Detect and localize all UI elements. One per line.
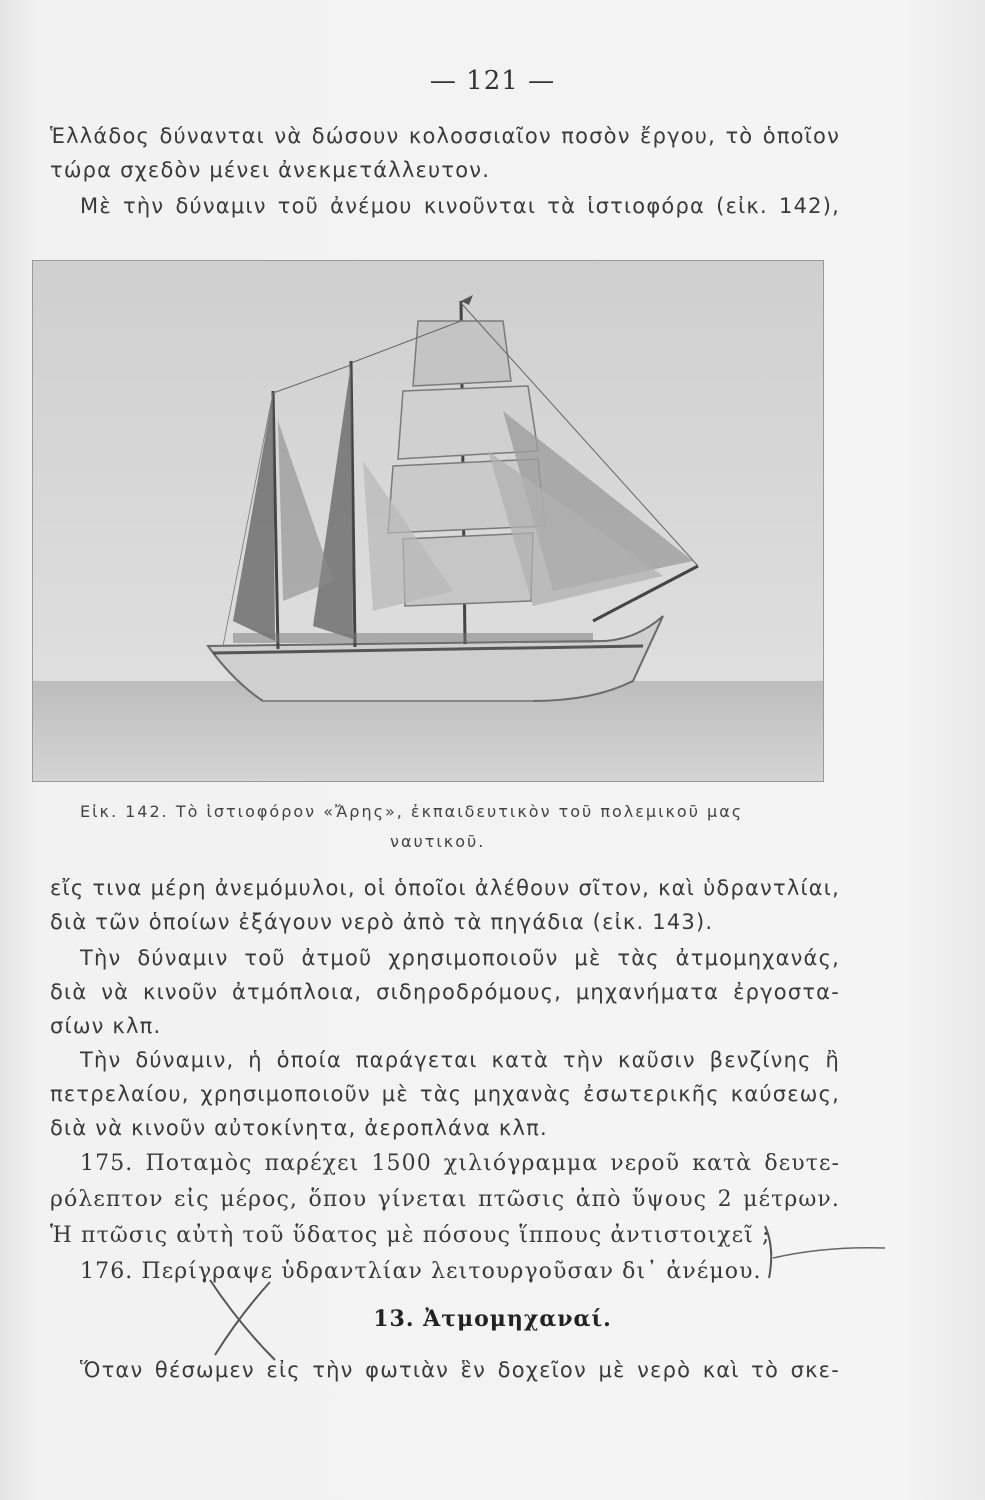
exercise-line: 176. Περίγραψε ὑδραντλίαν λειτουργοῦσαν δι᾽ ἀνέμου. <box>80 1259 762 1284</box>
text-line: Τὴν δύναμιν τοῦ ἀτμοῦ χρησιμοποιοῦν μὲ τὰς ἀτμομηχανάς, <box>80 946 840 970</box>
text-line: διὰ τῶν ὁποίων ἐξάγουν νερὸ ἀπὸ τὰ πηγάδια (εἰκ. 143). <box>50 910 714 934</box>
text-line: διὰ νὰ κινοῦν αὐτοκίνητα, ἀεροπλάνα κλπ. <box>50 1116 548 1140</box>
sailing-ship-illustration <box>33 261 823 781</box>
text-line: διὰ νὰ κινοῦν ἀτμόπλοια, σιδηροδρόμους, μηχανήματα ἐργοστα- <box>50 980 840 1004</box>
text-line: Μὲ τὴν δύναμιν τοῦ ἀνέμου κινοῦνται τὰ ἱστιοφόρα (εἰκ. 142), <box>80 194 840 218</box>
page-number: — 121 — <box>429 66 556 96</box>
text-line: Τὴν δύναμιν, ἡ ὁποία παράγεται κατὰ τὴν καῦσιν βενζίνης ἢ <box>80 1048 840 1072</box>
text-line: τώρα σχεδὸν μένει ἀνεκμετάλλευτον. <box>50 158 491 182</box>
text-line: Ὅταν θέσωμεν εἰς τὴν φωτιὰν ἓν δοχεῖον μὲ νερὸ καὶ τὸ σκε- <box>80 1358 840 1382</box>
exercise-line: 175. Ποταμὸς παρέχει 1500 χιλιόγραμμα νεροῦ κατὰ δευτε- <box>80 1151 840 1176</box>
section-heading: 13. Ἀτμομηχαναί. <box>373 1306 612 1332</box>
ship-photograph <box>32 260 824 782</box>
text-line: Ἑλλάδος δύνανται νὰ δώσουν κολοσσιαῖον ποσὸν ἔργου, τὸ ὁποῖον <box>50 124 840 148</box>
figure-caption-line: ναυτικοῦ. <box>390 832 486 851</box>
text-line: σίων κλπ. <box>50 1014 162 1038</box>
exercise-line: Ἡ πτῶσις αὐτὴ τοῦ ὕδατος μὲ πόσους ἵππους ἀντιστοιχεῖ ; <box>50 1223 771 1248</box>
text-line: πετρελαίου, χρησιμοποιοῦν μὲ τὰς μηχανὰς ἐσωτερικῆς καύσεως, <box>50 1082 840 1106</box>
exercise-line: ρόλεπτον εἰς μέρος, ὅπου γίνεται πτῶσις ἀπὸ ὕψους 2 μέτρων. <box>50 1187 840 1212</box>
figure-caption-line: Εἰκ. 142. Τὸ ἱστιοφόρον «Ἄρης», ἐκπαιδευτικὸν τοῦ πολεμικοῦ μας <box>80 802 744 821</box>
text-line: εἴς τινα μέρη ἀνεμόμυλοι, οἱ ὁποῖοι ἀλέθουν σῖτον, καὶ ὑδραντλίαι, <box>50 876 840 900</box>
